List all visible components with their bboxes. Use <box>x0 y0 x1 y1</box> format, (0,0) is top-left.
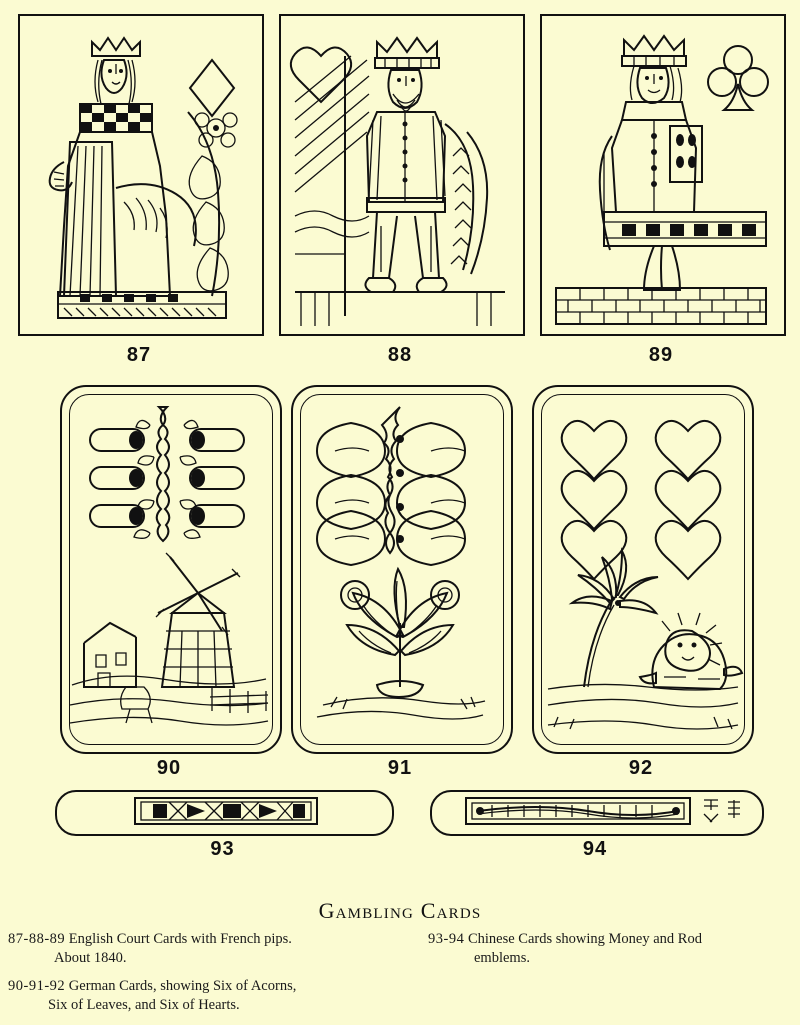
legend-text: German Cards, showing Six of Acorns, <box>68 978 297 995</box>
card-border-inner-90 <box>69 394 273 745</box>
card-border-inner-91 <box>300 394 504 745</box>
caption-87: 87 <box>126 344 152 366</box>
card-art-93 <box>57 792 388 830</box>
chinese-card-row <box>0 790 800 860</box>
legend-column-right <box>428 930 788 977</box>
plate-title: Gambling Cards <box>318 898 482 923</box>
caption-93: 93 <box>210 838 235 860</box>
card-figure-88 <box>279 14 525 336</box>
legend-numbers: 93-94 <box>428 931 465 947</box>
caption-92: 92 <box>628 757 654 779</box>
court-card-row <box>0 14 800 366</box>
card-figure-92 <box>532 385 754 754</box>
caption-91: 91 <box>387 757 413 779</box>
card-art-88 <box>281 16 519 330</box>
card-figure-91 <box>291 385 513 754</box>
suit-card-row <box>0 385 800 779</box>
legend-item <box>8 977 428 1015</box>
card-figure-93 <box>55 790 394 836</box>
card-border-inner-92 <box>541 394 745 745</box>
card-figure-90 <box>60 385 282 754</box>
club-pip <box>708 46 768 110</box>
card-figure-94 <box>430 790 764 836</box>
legend-text-cont: emblems. <box>474 950 530 967</box>
caption-94: 94 <box>582 838 608 860</box>
card-art-89 <box>542 16 780 330</box>
card-art-94 <box>432 792 758 830</box>
caption-88: 88 <box>387 344 413 366</box>
card-figure-89 <box>540 14 786 336</box>
legend-text: English Court Cards with French pips. <box>68 931 292 947</box>
legend-numbers: 90-91-92 <box>8 978 66 995</box>
caption-90: 90 <box>156 757 182 779</box>
legend-text-cont: Six of Leaves, and Six of Hearts. <box>48 997 240 1014</box>
card-figure-87 <box>18 14 264 336</box>
card-art-87 <box>20 16 258 330</box>
legend-text: Chinese Cards showing Money and Rod <box>467 931 702 947</box>
legend-item <box>8 930 428 968</box>
caption-89: 89 <box>648 344 674 366</box>
plate-legend <box>0 930 800 1014</box>
legend-column-left <box>8 930 428 1025</box>
legend-text-cont: About 1840. <box>54 950 127 967</box>
legend-numbers: 87-88-89 <box>8 931 66 947</box>
legend-item <box>428 930 788 968</box>
